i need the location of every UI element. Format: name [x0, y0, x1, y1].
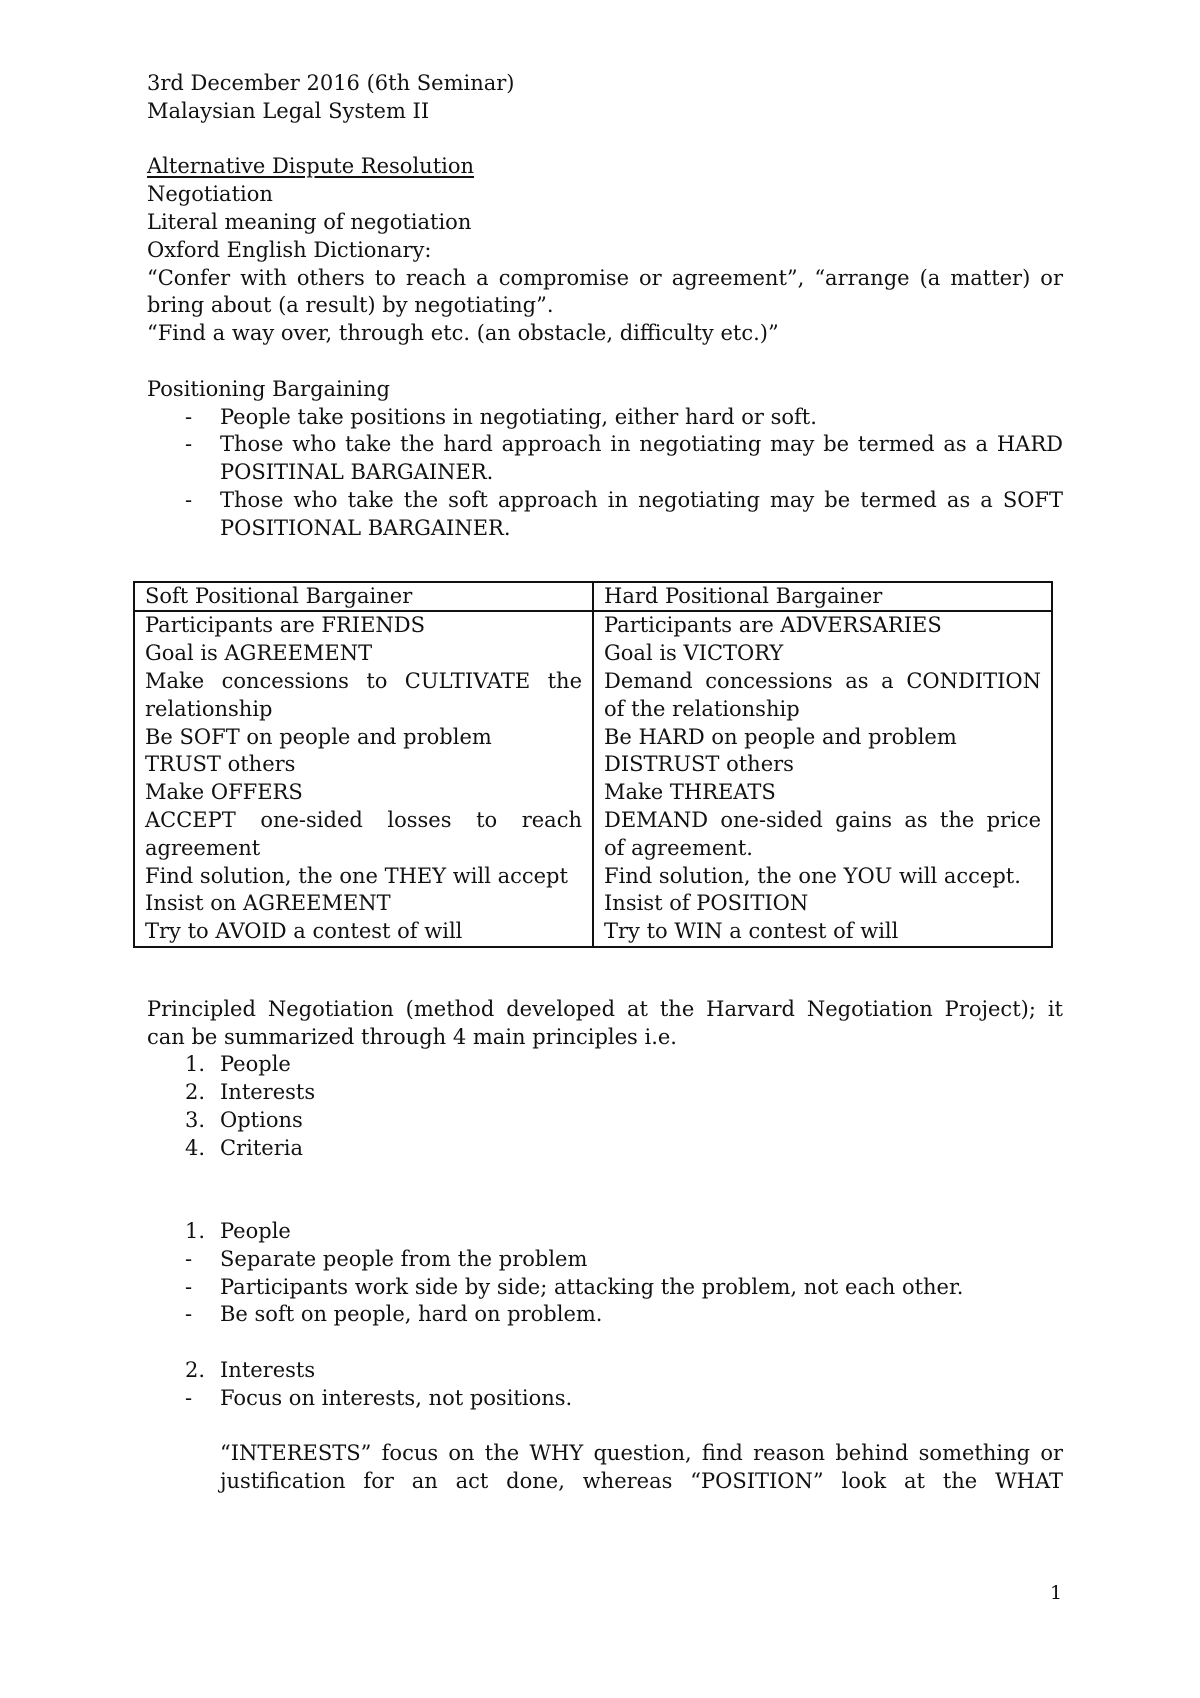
bullet-text: Those who take the hard approach in negotiating may be termed as a HARD [220, 432, 1063, 457]
page-number: 1 [1050, 1582, 1063, 1604]
soft-line: Participants are FRIENDS [145, 613, 426, 638]
bullet-dash: - [185, 1385, 193, 1410]
course-title: Malaysian Legal System II [147, 98, 430, 123]
section-title: People [220, 1219, 291, 1244]
principle-label: Criteria [220, 1135, 303, 1160]
bullet-text: Separate people from the problem [220, 1246, 588, 1271]
dictionary-line: Oxford English Dictionary: [147, 237, 432, 262]
soft-line: Make concessions to CULTIVATE the [145, 668, 582, 693]
literal-meaning-line: Literal meaning of negotiation [147, 209, 472, 234]
soft-line: Be SOFT on people and problem [145, 724, 492, 749]
hard-column [593, 611, 1052, 947]
bullet-text: People take positions in negotiating, either hard or soft. [220, 404, 817, 429]
bullet-dash: - [185, 487, 193, 512]
table-body-row [134, 611, 1052, 947]
bullet-item [147, 431, 1063, 487]
table-header-row [134, 582, 1052, 612]
seminar-date: 3rd December 2016 (6th Seminar) [147, 71, 515, 95]
soft-line: TRUST others [145, 752, 296, 777]
principle-number: 4. [185, 1135, 206, 1160]
hard-line: Find solution, the one YOU will accept. [604, 863, 1021, 888]
hard-line: of the relationship [604, 696, 800, 721]
bullet-text-cont: POSITIONAL BARGAINER. [220, 515, 511, 540]
hard-line: Goal is VICTORY [604, 641, 784, 666]
principle-item [147, 1135, 1063, 1163]
bullet-text: Focus on interests, not positions. [220, 1385, 573, 1410]
principle-number: 2. [185, 1080, 206, 1105]
bargainer-comparison-table [133, 581, 1053, 948]
hard-line: Be HARD on people and problem [604, 724, 957, 749]
soft-line: ACCEPT one-sided losses to reach [145, 807, 582, 832]
interests-paragraph-line: “INTERESTS” focus on the WHY question, find reason behind something or [220, 1441, 1063, 1466]
bullet-item [147, 487, 1063, 543]
principle-item [147, 1079, 1063, 1107]
bullet-text: Participants work side by side; attacking the problem, not each other. [220, 1274, 964, 1299]
principle-label: Options [220, 1107, 303, 1132]
soft-line: Goal is AGREEMENT [145, 641, 373, 666]
interests-heading [147, 1357, 1063, 1385]
people-heading [147, 1218, 1063, 1246]
hard-line: Make THREATS [604, 780, 776, 805]
bullet-dash: - [185, 404, 193, 429]
bullet-dash: - [185, 1246, 193, 1271]
hard-line: Try to WIN a contest of will [604, 919, 899, 944]
soft-line: Insist on AGREEMENT [145, 891, 391, 916]
section-number: 2. [185, 1358, 206, 1383]
principled-intro-1: Principled Negotiation (method developed at the Harvard Negotiation Project); it [147, 996, 1063, 1021]
bullet-text-cont: POSITINAL BARGAINER. [220, 460, 494, 485]
bullet-dash: - [185, 432, 193, 457]
principle-item [147, 1051, 1063, 1079]
bullet-item [147, 1385, 1063, 1413]
interests-paragraph-line: justification for an act done, whereas “POSITION” look at the WHAT [220, 1469, 1063, 1494]
hard-line: Insist of POSITION [604, 891, 809, 916]
bullet-item [147, 1274, 1063, 1302]
bullet-dash: - [185, 1274, 193, 1299]
bullet-item [147, 1301, 1063, 1329]
soft-line: Find solution, the one THEY will accept [145, 863, 568, 888]
bullet-text: Be soft on people, hard on problem. [220, 1302, 603, 1327]
hard-header-cell: Hard Positional Bargainer [593, 582, 1052, 612]
hard-line: Demand concessions as a CONDITION [604, 668, 1041, 693]
principle-item [147, 1107, 1063, 1135]
interests-paragraph [147, 1440, 1063, 1496]
soft-line: Try to AVOID a contest of will [145, 919, 463, 944]
definition-quote-1b: bring about (a result) by negotiating”. [147, 293, 554, 318]
principled-intro-2: can be summarized through 4 main principles i.e. [147, 1024, 677, 1049]
soft-line: agreement [145, 835, 261, 860]
section-heading-adr: Alternative Dispute Resolution [147, 154, 475, 179]
soft-header-cell: Soft Positional Bargainer [134, 582, 593, 612]
definition-quote-1a: “Confer with others to reach a compromise or agreement”, “arrange (a matter) or [147, 265, 1063, 290]
bullet-dash: - [185, 1302, 193, 1327]
positioning-heading: Positioning Bargaining [147, 376, 390, 401]
principle-label: Interests [220, 1080, 316, 1105]
soft-column [134, 611, 593, 947]
bullet-item [147, 404, 1063, 432]
soft-line: Make OFFERS [145, 780, 303, 805]
section-number: 1. [185, 1219, 206, 1244]
bullet-text: Those who take the soft approach in negotiating may be termed as a SOFT [220, 487, 1063, 512]
bullet-item [147, 1246, 1063, 1274]
hard-line: DEMAND one-sided gains as the price [604, 807, 1041, 832]
hard-line: of agreement. [604, 835, 753, 860]
soft-line: relationship [145, 696, 273, 721]
principle-number: 3. [185, 1107, 206, 1132]
document-body [147, 70, 1063, 1496]
hard-line: Participants are ADVERSARIES [604, 613, 942, 638]
definition-quote-2: “Find a way over, through etc. (an obstacle, difficulty etc.)” [147, 321, 779, 346]
subheading-negotiation: Negotiation [147, 182, 273, 207]
principle-label: People [220, 1052, 291, 1077]
hard-line: DISTRUST others [604, 752, 794, 777]
principle-number: 1. [185, 1052, 206, 1077]
section-title: Interests [220, 1358, 316, 1383]
